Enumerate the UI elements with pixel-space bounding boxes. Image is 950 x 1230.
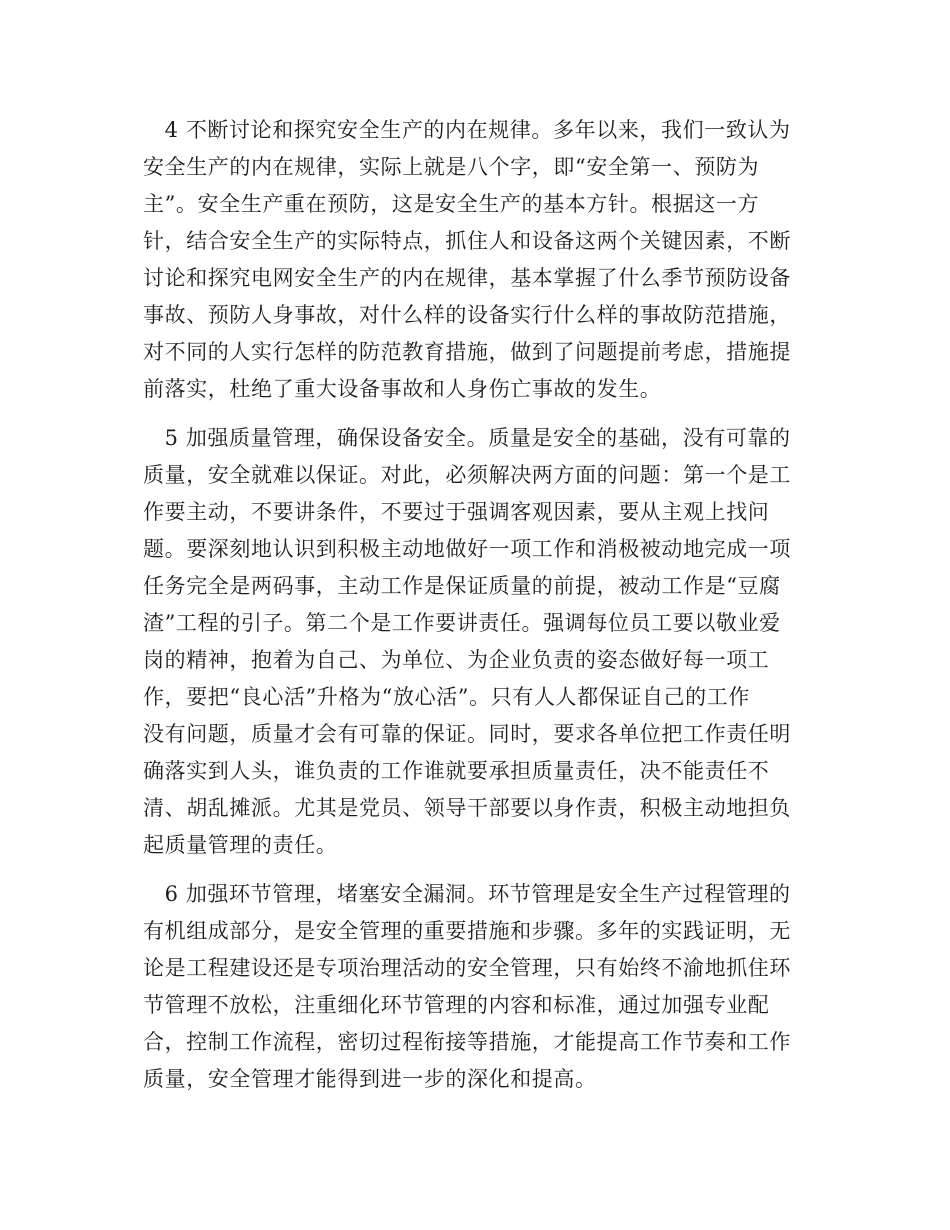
text-line: 前落实，杜绝了重大设备事故和人身伤亡事故的发生。 [143,377,662,401]
paragraph-4 [143,112,813,408]
text-line: 确落实到人头，谁负责的工作谁就要承担质量责任，决不能责任不 [143,759,770,783]
text-line: 作，要把“良心活”升格为“放心活”。只有人人都保证自己的工作 [143,685,750,709]
text-line: 论是工程建设还是专项治理活动的安全管理，只有始终不渝地抓住环 [143,956,791,980]
text-line: 5 加强质量管理，确保设备安全。质量是安全的基础，没有可靠的 [143,426,791,450]
text-line: 针，结合安全生产的实际特点，抓住人和设备这两个关键因素，不断 [143,229,791,253]
text-line: 讨论和探究电网安全生产的内在规律，基本掌握了什么季节预防设备 [143,266,791,290]
paragraph-5 [143,420,813,864]
text-line: 合，控制工作流程，密切过程衔接等措施，才能提高工作节奏和工作 [143,1030,791,1054]
text-line: 安全生产的内在规律，实际上就是八个字，即“安全第一、预防为 [143,155,760,179]
text-line: 作要主动，不要讲条件，不要过于强调客观因素，要从主观上找问 [143,500,770,524]
text-line: 事故、预防人身事故，对什么样的设备实行什么样的事故防范措施， [143,303,791,327]
text-line: 质量，安全管理才能得到进一步的深化和提高。 [143,1067,597,1091]
text-line: 任务完全是两码事，主动工作是保证质量的前提，被动工作是“豆腐 [143,574,781,598]
text-line: 主”。安全生产重在预防，这是安全生产的基本方针。根据这一方 [143,192,760,216]
paragraph-6 [143,876,813,1098]
text-line: 有机组成部分，是安全管理的重要措施和步骤。多年的实践证明，无 [143,919,791,943]
text-line: 清、胡乱摊派。尤其是党员、领导干部要以身作责，积极主动地担负 [143,796,791,820]
text-line: 对不同的人实行怎样的防范教育措施，做到了问题提前考虑，措施提 [143,340,791,364]
text-line: 起质量管理的责任。 [143,833,338,857]
text-line: 6 加强环节管理，堵塞安全漏洞。环节管理是安全生产过程管理的 [143,882,791,906]
text-line: 岗的精神，抱着为自己、为单位、为企业负责的姿态做好每一项工 [143,648,770,672]
text-line: 4 不断讨论和探究安全生产的内在规律。多年以来，我们一致认为 [143,118,791,142]
text-line: 没有问题，质量才会有可靠的保证。同时，要求各单位把工作责任明 [143,722,791,746]
text-line: 题。要深刻地认识到积极主动地做好一项工作和消极被动地完成一项 [143,537,791,561]
text-line: 渣”工程的引子。第二个是工作要讲责任。强调每位员工要以敬业爱 [143,611,781,635]
text-line: 节管理不放松，注重细化环节管理的内容和标准，通过加强专业配 [143,993,770,1017]
text-line: 质量，安全就难以保证。对此，必须解决两方面的问题：第一个是工 [143,463,791,487]
